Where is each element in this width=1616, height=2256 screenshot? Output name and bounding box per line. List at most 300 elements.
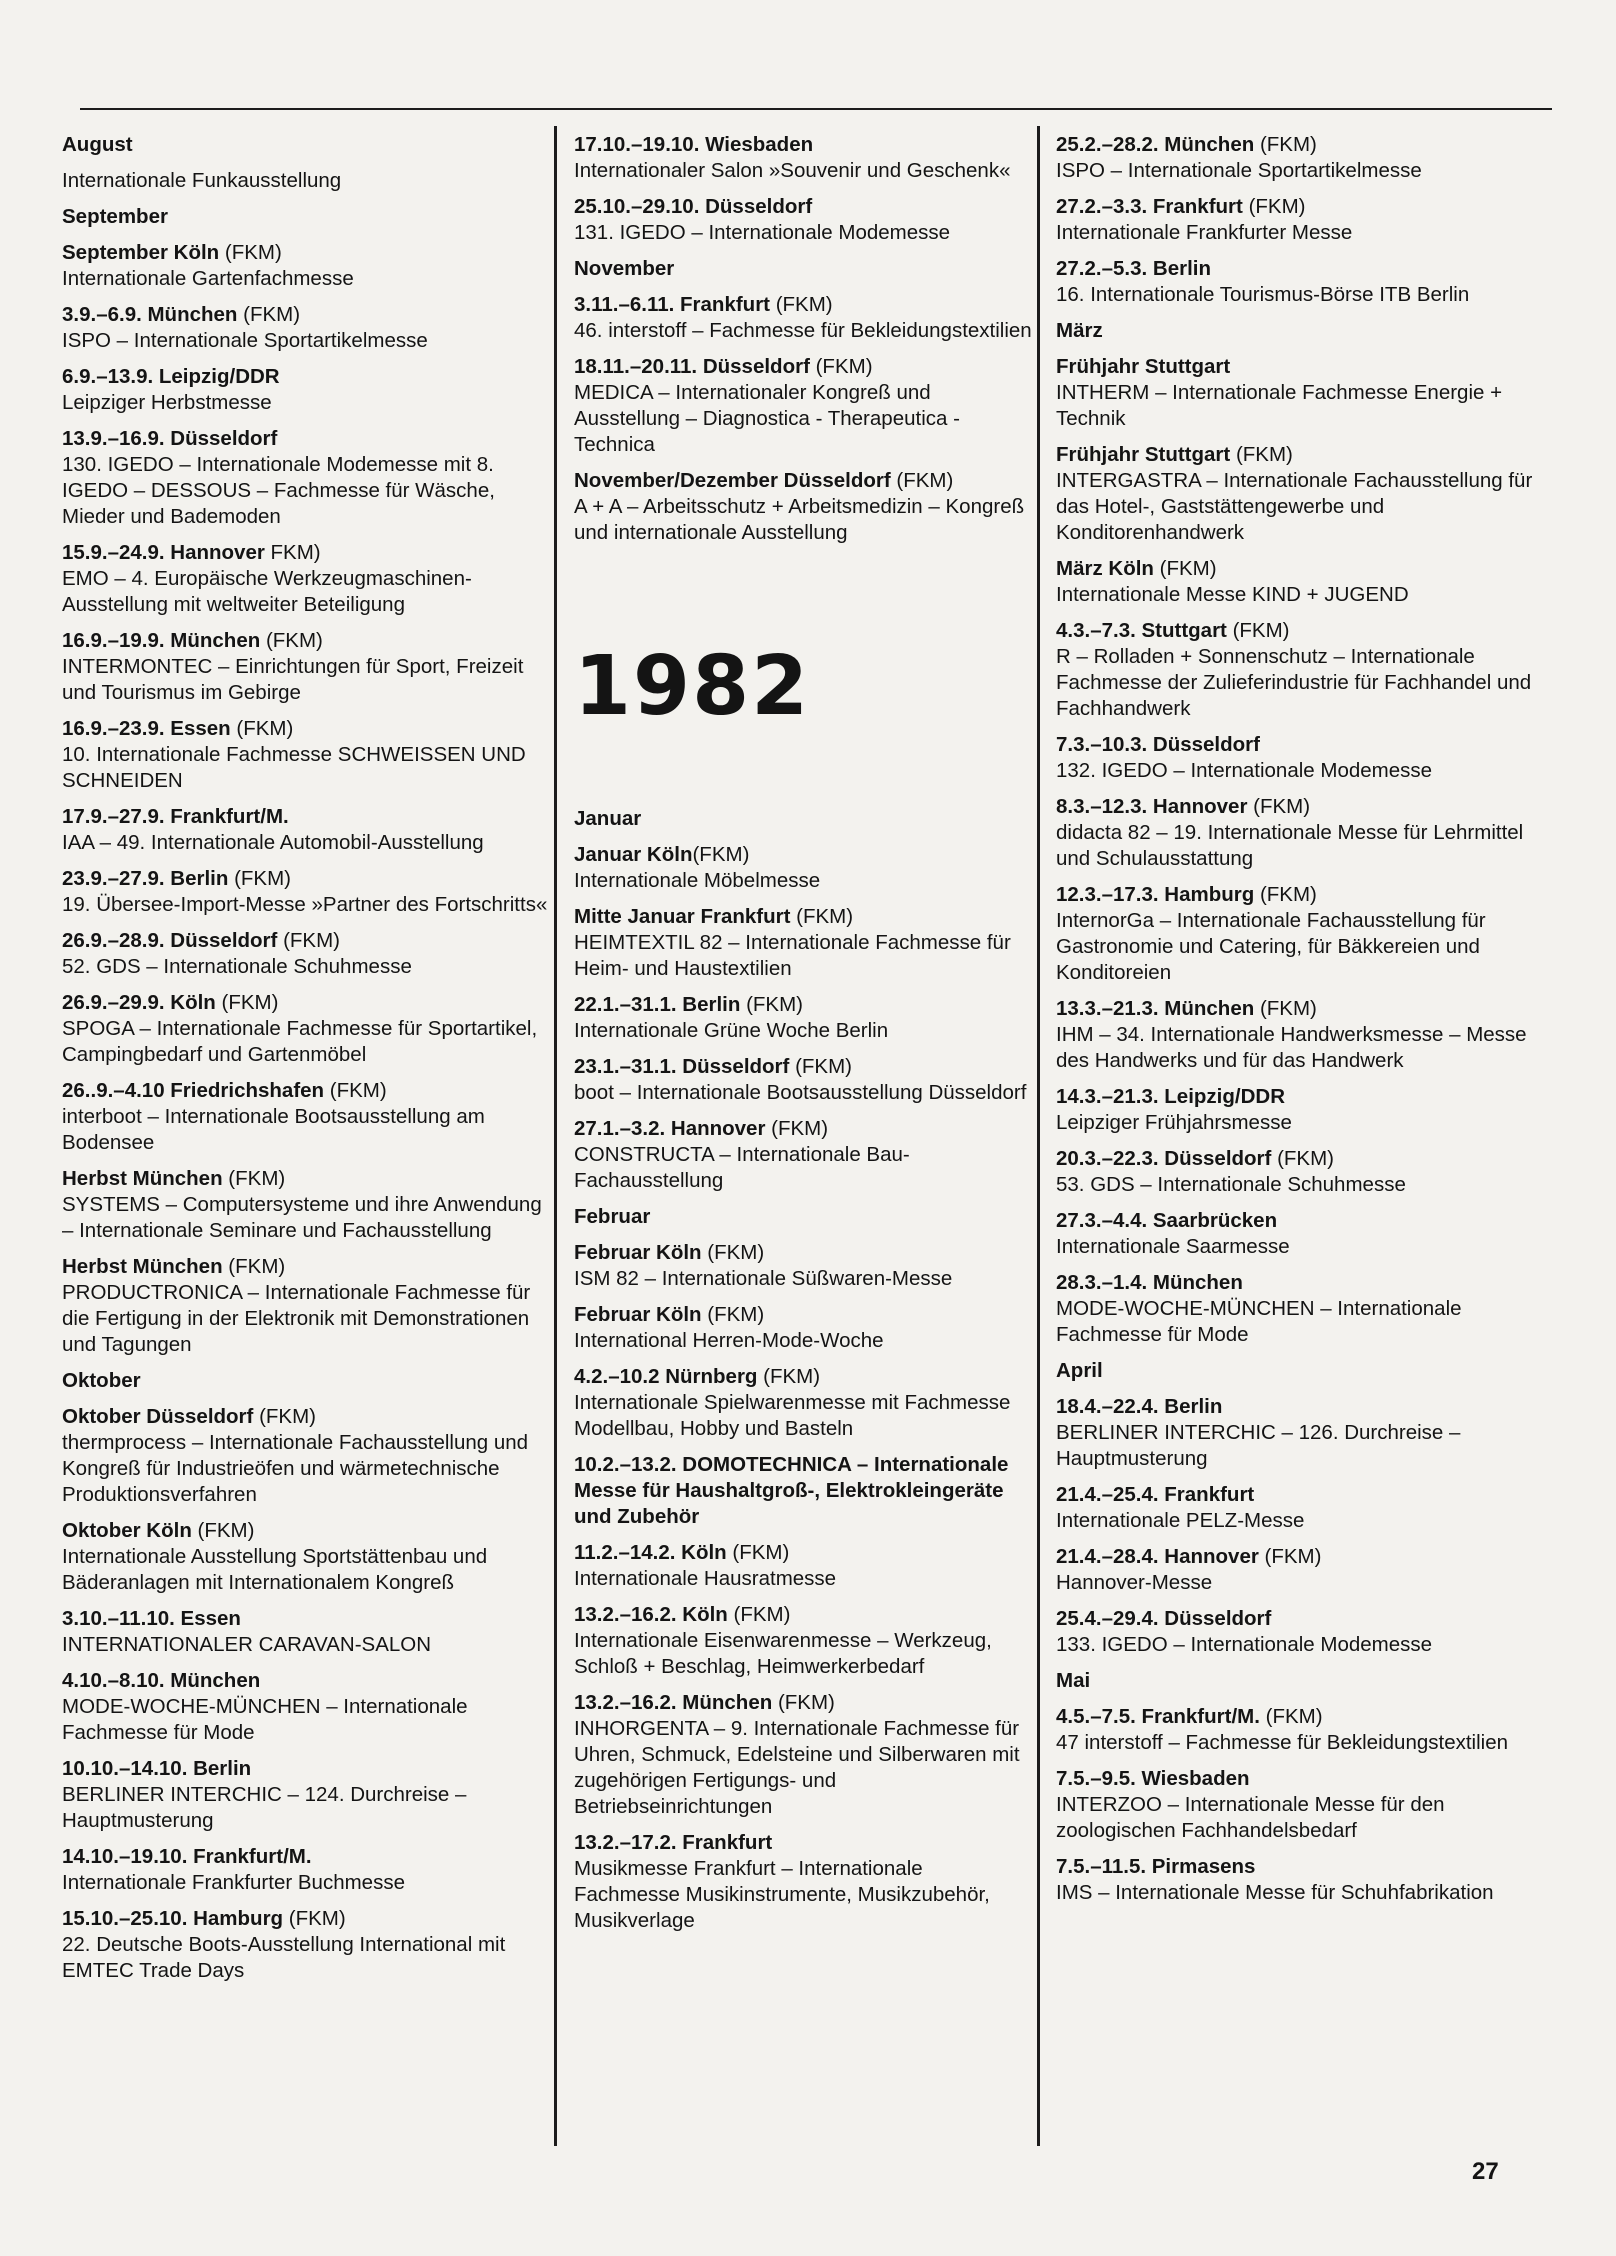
fair-description: Internationale Saarmesse	[1056, 1235, 1290, 1258]
month-heading: März	[1056, 319, 1103, 342]
fair-date-location: Frühjahr Stuttgart	[1056, 355, 1231, 378]
fair-date-location: 3.10.–11.10. Essen	[62, 1607, 241, 1630]
fair-date-location: 22.1.–31.1. Berlin	[574, 993, 741, 1016]
fair-date-location: Mitte Januar Frankfurt	[574, 905, 791, 928]
fair-entry-heading	[574, 1116, 1034, 1142]
fair-entry-heading	[1056, 132, 1556, 158]
fair-date-location: 23.1.–31.1. Düsseldorf	[574, 1055, 790, 1078]
fair-description: 133. IGEDO – Internationale Modemesse	[1056, 1633, 1433, 1656]
fair-date-location: 25.10.–29.10. Düsseldorf	[574, 195, 813, 218]
fair-description: 131. IGEDO – Internationale Modemesse	[574, 221, 951, 244]
fair-description: IAA – 49. Internationale Automobil-Ausstellung	[62, 831, 484, 854]
fair-date-location: 26.9.–28.9. Düsseldorf	[62, 929, 278, 952]
fair-description: 52. GDS – Internationale Schuhmesse	[62, 955, 412, 978]
fair-entry-heading	[62, 866, 550, 892]
fair-entry-heading	[62, 540, 550, 566]
fair-description: A + A – Arbeitsschutz + Arbeitsmedizin – Kongreß und internationale Ausstellung	[574, 495, 1025, 544]
fair-date-location: Oktober Köln	[62, 1519, 192, 1542]
fair-entry	[574, 1540, 1034, 1592]
fair-description: Internationale Spielwarenmesse mit Fachmesse Modellbau, Hobby und Basteln	[574, 1391, 1011, 1440]
column-divider	[1037, 126, 1040, 2146]
fair-entry-heading	[1056, 1208, 1556, 1234]
fair-organizer-tag: (FKM)	[890, 469, 954, 492]
fair-entry	[62, 426, 550, 530]
fair-entry-heading	[62, 1166, 550, 1192]
fair-date-location: 4.3.–7.3. Stuttgart	[1056, 619, 1227, 642]
fair-description: EMO – 4. Europäische Werkzeugmaschinen-Ausstellung mit weltweiter Beteiligung	[62, 567, 472, 616]
fair-entry	[62, 1906, 550, 1984]
fair-entry	[1056, 194, 1556, 246]
fair-entry-heading	[1056, 1854, 1556, 1880]
fair-entry	[62, 540, 550, 618]
fair-entry	[574, 1364, 1034, 1442]
fair-date-location: September Köln	[62, 241, 220, 264]
fair-organizer-tag: (FKM)	[701, 1241, 765, 1264]
fair-description: INTERZOO – Internationale Messe für den zoologischen Fachhandelsbedarf	[1056, 1793, 1445, 1842]
fair-entry	[1056, 1482, 1556, 1534]
month-heading: September	[62, 205, 168, 228]
fair-entry-heading	[62, 1254, 550, 1280]
fair-organizer-tag: (FKM)	[228, 867, 292, 890]
fair-description: Leipziger Frühjahrsmesse	[1056, 1111, 1292, 1134]
fair-organizer-tag: (FKM)	[1247, 795, 1311, 818]
fair-entry-heading	[62, 302, 550, 328]
fair-entry-heading	[574, 132, 1034, 158]
fair-date-location: 7.5.–9.5. Wiesbaden	[1056, 1767, 1250, 1790]
fair-description: Internationale Messe KIND + JUGEND	[1056, 583, 1409, 606]
fair-description: Internationale Funkausstellung	[62, 169, 342, 192]
fair-description: Internationale Frankfurter Messe	[1056, 221, 1353, 244]
month-heading: Mai	[1056, 1669, 1091, 1692]
fair-organizer-tag: (FKM)	[1230, 443, 1293, 466]
fair-entry	[574, 904, 1034, 982]
fair-entry-heading	[62, 1518, 550, 1544]
fair-entry	[62, 1404, 550, 1508]
fair-entry	[1056, 996, 1556, 1074]
fair-entry-heading	[62, 1668, 550, 1694]
fair-organizer-tag: (FKM)	[1254, 883, 1317, 906]
fair-date-location: 13.3.–21.3. München	[1056, 997, 1255, 1020]
fair-organizer-tag: (FKM)	[253, 1405, 316, 1428]
fair-description: Internationale Möbelmesse	[574, 869, 821, 892]
fair-entry-heading	[62, 928, 550, 954]
fair-entry-heading	[574, 292, 1034, 318]
month-heading: August	[62, 133, 133, 156]
fair-entry	[574, 354, 1034, 458]
fair-entry-heading	[1056, 1606, 1556, 1632]
fair-description: Internationale PELZ-Messe	[1056, 1509, 1305, 1532]
fair-organizer-tag: (FKM)	[757, 1365, 821, 1388]
fair-date-location: 15.9.–24.9. Hannover	[62, 541, 265, 564]
fair-date-location: 25.2.–28.2. München	[1056, 133, 1255, 156]
fair-entry-heading	[62, 240, 550, 266]
fair-description: Leipziger Herbstmesse	[62, 391, 272, 414]
fair-description: CONSTRUCTA – Internationale Bau-Fachausstellung	[574, 1143, 910, 1192]
fair-description: International Herren-Mode-Woche	[574, 1329, 884, 1352]
fair-entry-heading	[1056, 732, 1556, 758]
fair-entry-heading	[62, 1404, 550, 1430]
fair-date-location: März Köln	[1056, 557, 1154, 580]
fair-entry-heading	[62, 804, 550, 830]
fair-date-location: Februar Köln	[574, 1241, 702, 1264]
fair-description: 132. IGEDO – Internationale Modemesse	[1056, 759, 1433, 782]
fair-entry	[574, 992, 1034, 1044]
fair-description: INTERGASTRA – Internationale Fachausstellung für das Hotel-, Gaststättengewerbe und Konditorenhandwerk	[1056, 469, 1533, 544]
fair-entry	[574, 1116, 1034, 1194]
fair-entry	[574, 468, 1034, 546]
fair-entry-heading	[1056, 1270, 1556, 1296]
fair-description: INTERMONTEC – Einrichtungen für Sport, Freizeit und Tourismus im Gebirge	[62, 655, 524, 704]
fair-entry-heading	[1056, 256, 1556, 282]
fair-entry-heading	[62, 1756, 550, 1782]
fair-entry	[62, 168, 550, 194]
column-3	[1056, 132, 1556, 1916]
fair-description: Internationaler Salon »Souvenir und Geschenk«	[574, 159, 1011, 182]
fair-entry	[62, 628, 550, 706]
fair-description: INHORGENTA – 9. Internationale Fachmesse für Uhren, Schmuck, Edelsteine und Silberwaren mit zugehörigen Fertigungs- und Betriebseinrichtungen	[574, 1717, 1020, 1818]
fair-date-location: 13.2.–16.2. Köln	[574, 1603, 728, 1626]
fair-date-location: 28.3.–1.4. München	[1056, 1271, 1243, 1294]
fair-entry	[62, 1756, 550, 1834]
fair-entry-heading	[574, 1830, 1034, 1856]
fair-description: InternorGa – Internationale Fachausstellung für Gastronomie und Catering, für Bäkkereien und Konditoreien	[1056, 909, 1486, 984]
fair-entry-heading	[574, 354, 1034, 380]
fair-description: Internationale Eisenwarenmesse – Werkzeug, Schloß + Beschlag, Heimwerkerbedarf	[574, 1629, 992, 1678]
fair-organizer-tag: (FKM)	[260, 629, 323, 652]
fair-entry	[62, 1254, 550, 1358]
fair-date-location: 15.10.–25.10. Hamburg	[62, 1907, 284, 1930]
fair-organizer-tag: (FKM)	[789, 1055, 852, 1078]
fair-organizer-tag: (FKM)	[283, 1907, 346, 1930]
month-heading: April	[1056, 1359, 1103, 1382]
column-1	[62, 132, 550, 1994]
fair-date-location: 7.3.–10.3. Düsseldorf	[1056, 733, 1260, 756]
fair-entry	[1056, 354, 1556, 432]
fair-entry-heading	[62, 628, 550, 654]
fair-description: 22. Deutsche Boots-Ausstellung International mit EMTEC Trade Days	[62, 1933, 506, 1982]
fair-entry	[62, 240, 550, 292]
month-heading: Januar	[574, 807, 642, 830]
fair-entry-heading	[1056, 556, 1556, 582]
fair-description: IHM – 34. Internationale Handwerksmesse – Messe des Handwerks und für das Handwerk	[1056, 1023, 1527, 1072]
fair-description: Internationale Ausstellung Sportstättenbau und Bäderanlagen mit Internationalem Kongreß	[62, 1545, 488, 1594]
fair-description: INTERNATIONALER CARAVAN-SALON	[62, 1633, 432, 1656]
fair-date-location: 3.9.–6.9. München	[62, 303, 238, 326]
fair-date-location: Oktober Düsseldorf	[62, 1405, 254, 1428]
fair-description: 130. IGEDO – Internationale Modemesse mit 8. IGEDO – DESSOUS – Fachmesse für Wäsche, Mieder und Bademoden	[62, 453, 495, 528]
fair-date-location: 4.10.–8.10. München	[62, 1669, 261, 1692]
fair-entry-heading	[1056, 1766, 1556, 1792]
fair-entry-heading	[1056, 996, 1556, 1022]
fair-description: interboot – Internationale Bootsausstellung am Bodensee	[62, 1105, 485, 1154]
fair-entry-heading	[574, 1054, 1034, 1080]
fair-description: SYSTEMS – Computersysteme und ihre Anwendung – Internationale Seminare und Fachausstellung	[62, 1193, 542, 1242]
fair-entry-heading	[62, 1906, 550, 1932]
fair-description: thermprocess – Internationale Fachausstellung und Kongreß für Industrieöfen und wärmetechnische Produktionsverfahren	[62, 1431, 529, 1506]
fair-entry-heading	[62, 716, 550, 742]
fair-entry-heading	[62, 1844, 550, 1870]
fair-date-location: Januar Köln	[574, 843, 693, 866]
fair-date-location: 27.2.–3.3. Frankfurt	[1056, 195, 1243, 218]
fair-description: HEIMTEXTIL 82 – Internationale Fachmesse für Heim- und Haustextilien	[574, 931, 1011, 980]
fair-description: ISPO – Internationale Sportartikelmesse	[1056, 159, 1422, 182]
fair-entry	[62, 1166, 550, 1244]
fair-date-location: 10.10.–14.10. Berlin	[62, 1757, 252, 1780]
fair-description: PRODUCTRONICA – Internationale Fachmesse für die Fertigung in der Elektronik mit Demonstrationen und Tagungen	[62, 1281, 531, 1356]
fair-entry-heading	[1056, 618, 1556, 644]
column-2-list-a	[574, 132, 1034, 546]
fair-entry	[574, 1452, 1034, 1530]
fair-date-location: 25.4.–29.4. Düsseldorf	[1056, 1607, 1272, 1630]
fair-description: MODE-WOCHE-MÜNCHEN – Internationale Fachmesse für Mode	[1056, 1297, 1462, 1346]
month-heading: Oktober	[62, 1369, 141, 1392]
fair-entry	[1056, 1270, 1556, 1348]
fair-organizer-tag: (FKM)	[277, 929, 340, 952]
fair-date-location: 23.9.–27.9. Berlin	[62, 867, 229, 890]
fair-entry-heading	[1056, 882, 1556, 908]
fair-organizer-tag: (FKM)	[1153, 557, 1217, 580]
fair-date-location: 14.3.–21.3. Leipzig/DDR	[1056, 1085, 1286, 1108]
fair-entry	[1056, 132, 1556, 184]
fair-date-location: 13.2.–16.2. München	[574, 1691, 773, 1714]
fair-entry-heading	[1056, 794, 1556, 820]
fair-entry-heading	[62, 426, 550, 452]
fair-description: Internationale Gartenfachmesse	[62, 267, 354, 290]
fair-organizer-tag: (FKM)	[222, 1255, 286, 1278]
fair-date-location: November/Dezember Düsseldorf	[574, 469, 891, 492]
fair-entry-heading	[1056, 1394, 1556, 1420]
fair-entry	[1056, 1208, 1556, 1260]
fair-entry	[62, 866, 550, 918]
fair-entry	[62, 1518, 550, 1596]
fair-entry	[574, 1690, 1034, 1820]
fair-entry	[1056, 618, 1556, 722]
fair-entry-heading	[1056, 1704, 1556, 1730]
fair-organizer-tag: (FKM)	[701, 1303, 765, 1326]
fair-organizer-tag: (FKM)	[772, 1691, 835, 1714]
fair-organizer-tag: (FKM)	[1258, 1545, 1322, 1568]
month-heading: Februar	[574, 1205, 651, 1228]
fair-organizer-tag: (FKM)	[222, 1167, 286, 1190]
fair-entry	[1056, 1146, 1556, 1198]
fair-organizer-tag: (FKM)	[237, 303, 301, 326]
fair-description: 16. Internationale Tourismus-Börse ITB Berlin	[1056, 283, 1470, 306]
fair-description: Internationale Frankfurter Buchmesse	[62, 1871, 405, 1894]
fair-date-location: 4.2.–10.2 Nürnberg	[574, 1365, 758, 1388]
fair-entry-heading	[1056, 194, 1556, 220]
fair-entry-heading	[574, 194, 1034, 220]
fair-entry	[62, 716, 550, 794]
fair-entry	[1056, 1606, 1556, 1658]
top-rule	[80, 108, 1552, 110]
fair-entry	[1056, 1544, 1556, 1596]
fair-entry	[1056, 1704, 1556, 1756]
fair-entry-heading	[574, 1690, 1034, 1716]
fair-date-location: 16.9.–19.9. München	[62, 629, 261, 652]
fair-description: INTHERM – Internationale Fachmesse Energie + Technik	[1056, 381, 1503, 430]
fair-entry-heading	[62, 1078, 550, 1104]
fair-entry-heading	[574, 992, 1034, 1018]
fair-entry	[62, 302, 550, 354]
fair-date-location: 17.9.–27.9. Frankfurt/M.	[62, 805, 289, 828]
fair-organizer-tag: (FKM)	[1271, 1147, 1334, 1170]
fair-entry-heading	[1056, 354, 1556, 380]
fair-description: ISM 82 – Internationale Süßwaren-Messe	[574, 1267, 953, 1290]
fair-organizer-tag: (FKM)	[324, 1079, 387, 1102]
fair-description: didacta 82 – 19. Internationale Messe für Lehrmittel und Schulausstattung	[1056, 821, 1524, 870]
fair-organizer-tag: (FKM)	[191, 1519, 255, 1542]
fair-entry-heading	[62, 1606, 550, 1632]
fair-date-location: Frühjahr Stuttgart	[1056, 443, 1231, 466]
fair-entry-heading	[574, 1240, 1034, 1266]
fair-entry-heading	[574, 904, 1034, 930]
fair-organizer-tag: (FKM)	[1259, 1705, 1323, 1728]
fair-entry	[574, 1830, 1034, 1934]
column-2-list-b	[574, 806, 1034, 1934]
fair-description: Internationale Grüne Woche Berlin	[574, 1019, 889, 1042]
fair-date-location: 11.2.–14.2. Köln	[574, 1541, 727, 1564]
fair-date-location: 18.4.–22.4. Berlin	[1056, 1395, 1223, 1418]
fair-date-location: 3.11.–6.11. Frankfurt	[574, 293, 771, 316]
fair-entry	[1056, 732, 1556, 784]
fair-entry	[62, 1668, 550, 1746]
fair-entry-heading	[574, 1364, 1034, 1390]
fair-entry	[62, 928, 550, 980]
fair-entry	[62, 1078, 550, 1156]
fair-entry	[1056, 794, 1556, 872]
fair-entry-heading	[1056, 1146, 1556, 1172]
fair-description: SPOGA – Internationale Fachmesse für Sportartikel, Campingbedarf und Gartenmöbel	[62, 1017, 538, 1066]
fair-organizer-tag: (FKM)	[1254, 133, 1317, 156]
fair-organizer-tag: (FKM)	[765, 1117, 829, 1140]
year-heading: 1982	[574, 639, 811, 734]
fair-description: ISPO – Internationale Sportartikelmesse	[62, 329, 428, 352]
fair-date-location: 14.10.–19.10. Frankfurt/M.	[62, 1845, 312, 1868]
fair-date-location: 13.9.–16.9. Düsseldorf	[62, 427, 278, 450]
fair-description: Internationale Hausratmesse	[574, 1567, 837, 1590]
fair-entry	[574, 1602, 1034, 1680]
fair-entry-heading	[62, 990, 550, 1016]
fair-description: R – Rolladen + Sonnenschutz – Internationale Fachmesse der Zulieferindustrie für Fachhandel und Fachhandwerk	[1056, 645, 1532, 720]
fair-entry	[574, 842, 1034, 894]
fair-date-location: 26.9.–29.9. Köln	[62, 991, 216, 1014]
fair-date-location: 7.5.–11.5. Pirmasens	[1056, 1855, 1256, 1878]
fair-entry-heading	[574, 468, 1034, 494]
fair-date-location: Herbst München	[62, 1255, 223, 1278]
fair-entry-heading	[1056, 442, 1556, 468]
fair-description: MEDICA – Internationaler Kongreß und Ausstellung – Diagnostica - Therapeutica - Technica	[574, 381, 960, 456]
fair-organizer-tag: (FKM)	[1242, 195, 1306, 218]
column-divider	[554, 126, 557, 2146]
fair-description: 47 interstoff – Fachmesse für Bekleidungstextilien	[1056, 1731, 1509, 1754]
fair-description: 19. Übersee-Import-Messe »Partner des Fortschritts«	[62, 893, 548, 916]
fair-date-location: 18.11.–20.11. Düsseldorf	[574, 355, 810, 378]
fair-description: IMS – Internationale Messe für Schuhfabrikation	[1056, 1881, 1494, 1904]
fair-date-location: 13.2.–17.2. Frankfurt	[574, 1831, 773, 1854]
fair-entry	[1056, 1854, 1556, 1906]
fair-organizer-tag: FKM)	[264, 541, 321, 564]
fair-date-location: 12.3.–17.3. Hamburg	[1056, 883, 1255, 906]
fair-organizer-tag: (FKM)	[809, 355, 873, 378]
fair-description: 46. interstoff – Fachmesse für Bekleidungstextilien	[574, 319, 1032, 342]
fair-organizer-tag: (FKM)	[770, 293, 833, 316]
fair-organizer-tag: (FKM)	[692, 843, 750, 866]
fair-entry-heading	[1056, 1544, 1556, 1570]
fair-date-location: 21.4.–28.4. Hannover	[1056, 1545, 1259, 1568]
fair-date-location: Herbst München	[62, 1167, 223, 1190]
fair-organizer-tag: (FKM)	[727, 1603, 791, 1626]
fair-entry	[574, 1240, 1034, 1292]
fair-entry	[1056, 1394, 1556, 1472]
fair-entry-heading	[574, 842, 1034, 868]
fair-organizer-tag: (FKM)	[726, 1541, 790, 1564]
fair-entry	[1056, 256, 1556, 308]
fair-entry	[62, 364, 550, 416]
fair-organizer-tag: (FKM)	[1254, 997, 1317, 1020]
fair-date-location: 16.9.–23.9. Essen	[62, 717, 231, 740]
fair-entry	[574, 292, 1034, 344]
fair-organizer-tag: (FKM)	[230, 717, 294, 740]
fair-entry	[574, 194, 1034, 246]
fair-entry	[62, 1606, 550, 1658]
fair-entry-heading	[1056, 1482, 1556, 1508]
fair-entry	[1056, 1766, 1556, 1844]
fair-date-location: 21.4.–25.4. Frankfurt	[1056, 1483, 1255, 1506]
fair-entry-heading	[1056, 1084, 1556, 1110]
fair-date-location: 17.10.–19.10. Wiesbaden	[574, 133, 814, 156]
fair-entry	[1056, 882, 1556, 986]
fair-entry-heading	[574, 1452, 1034, 1530]
fair-entry-heading	[574, 1302, 1034, 1328]
fair-entry-heading	[574, 1540, 1034, 1566]
fair-date-location: 6.9.–13.9. Leipzig/DDR	[62, 365, 280, 388]
fair-entry	[1056, 1084, 1556, 1136]
fair-description: Hannover-Messe	[1056, 1571, 1213, 1594]
fair-date-location: 27.2.–5.3. Berlin	[1056, 257, 1211, 280]
fair-date-location: 4.5.–7.5. Frankfurt/M.	[1056, 1705, 1260, 1728]
page-number: 27	[1472, 2158, 1499, 2185]
fair-entry	[574, 132, 1034, 184]
fair-entry	[62, 990, 550, 1068]
fair-organizer-tag: (FKM)	[1226, 619, 1290, 642]
fair-date-location: 10.2.–13.2. DOMOTECHNICA – Internationale Messe für Haushaltgroß-, Elektrokleingeräte und Zubehör	[574, 1453, 1009, 1528]
fair-entry	[62, 1844, 550, 1896]
fair-organizer-tag: (FKM)	[740, 993, 804, 1016]
fair-date-location: 27.1.–3.2. Hannover	[574, 1117, 766, 1140]
fair-description: MODE-WOCHE-MÜNCHEN – Internationale Fachmesse für Mode	[62, 1695, 468, 1744]
fair-description: BERLINER INTERCHIC – 126. Durchreise – Hauptmusterung	[1056, 1421, 1461, 1470]
column-2	[574, 132, 1034, 1944]
fair-date-location: 8.3.–12.3. Hannover	[1056, 795, 1248, 818]
fair-entry	[1056, 556, 1556, 608]
fair-entry-heading	[62, 364, 550, 390]
fair-organizer-tag: (FKM)	[790, 905, 854, 928]
fair-entry	[574, 1302, 1034, 1354]
fair-description: 53. GDS – Internationale Schuhmesse	[1056, 1173, 1406, 1196]
fair-organizer-tag: (FKM)	[215, 991, 279, 1014]
fair-description: BERLINER INTERCHIC – 124. Durchreise – Hauptmusterung	[62, 1783, 467, 1832]
fair-entry-heading	[574, 1602, 1034, 1628]
fair-date-location: 26..9.–4.10 Friedrichshafen	[62, 1079, 325, 1102]
fair-date-location: 20.3.–22.3. Düsseldorf	[1056, 1147, 1272, 1170]
fair-date-location: 27.3.–4.4. Saarbrücken	[1056, 1209, 1278, 1232]
fair-description: boot – Internationale Bootsausstellung Düsseldorf	[574, 1081, 1027, 1104]
fair-description: Musikmesse Frankfurt – Internationale Fachmesse Musikinstrumente, Musikzubehör, Musikverlage	[574, 1857, 990, 1932]
fair-organizer-tag: (FKM)	[219, 241, 282, 264]
fair-entry	[1056, 442, 1556, 546]
month-heading: November	[574, 257, 675, 280]
fair-description: 10. Internationale Fachmesse SCHWEISSEN UND SCHNEIDEN	[62, 743, 526, 792]
